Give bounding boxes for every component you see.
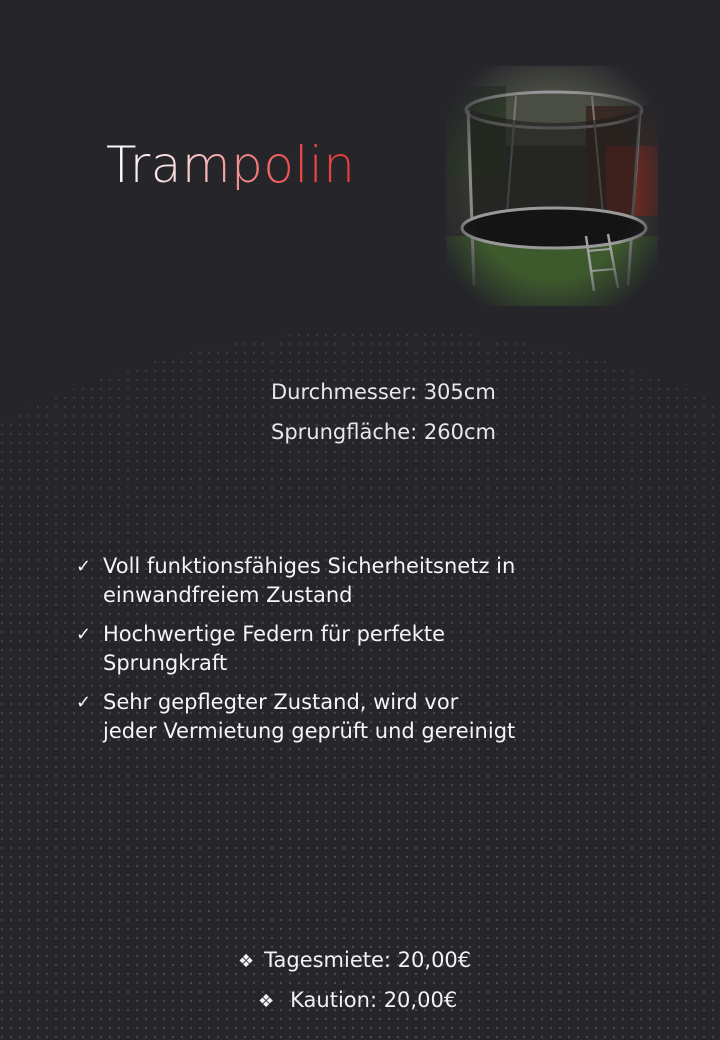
- deposit-row: [258, 988, 457, 1012]
- daily-rent-text: Tagesmiete: 20,00€: [264, 948, 472, 972]
- check-icon: ✓: [76, 692, 92, 713]
- trampoline-photo: [446, 66, 658, 306]
- spec-jump-area: Sprungfläche: 260cm: [271, 420, 496, 444]
- diamond-icon: ❖: [258, 991, 275, 1012]
- feature-text: Hochwertige Federn für perfekte Sprungkraft: [103, 622, 446, 675]
- diamond-icon: ❖: [238, 951, 255, 972]
- specs: [271, 372, 496, 452]
- check-icon: ✓: [76, 624, 92, 645]
- page-title: Trampolin: [106, 136, 356, 194]
- deposit-text: Kaution: 20,00€: [290, 988, 458, 1012]
- list-item: [76, 688, 516, 746]
- check-icon: ✓: [76, 556, 92, 577]
- list-item: [76, 620, 516, 678]
- daily-rent-row: [238, 948, 471, 972]
- spec-diameter: Durchmesser: 305cm: [271, 380, 496, 404]
- feature-text: Sehr gepflegter Zustand, wird vor jeder Vermietung geprüft und gereinigt: [103, 690, 516, 743]
- feature-text: Voll funktionsfähiges Sicherheitsnetz in einwandfreiem Zustand: [103, 554, 516, 607]
- feature-list: [76, 552, 516, 756]
- list-item: [76, 552, 516, 610]
